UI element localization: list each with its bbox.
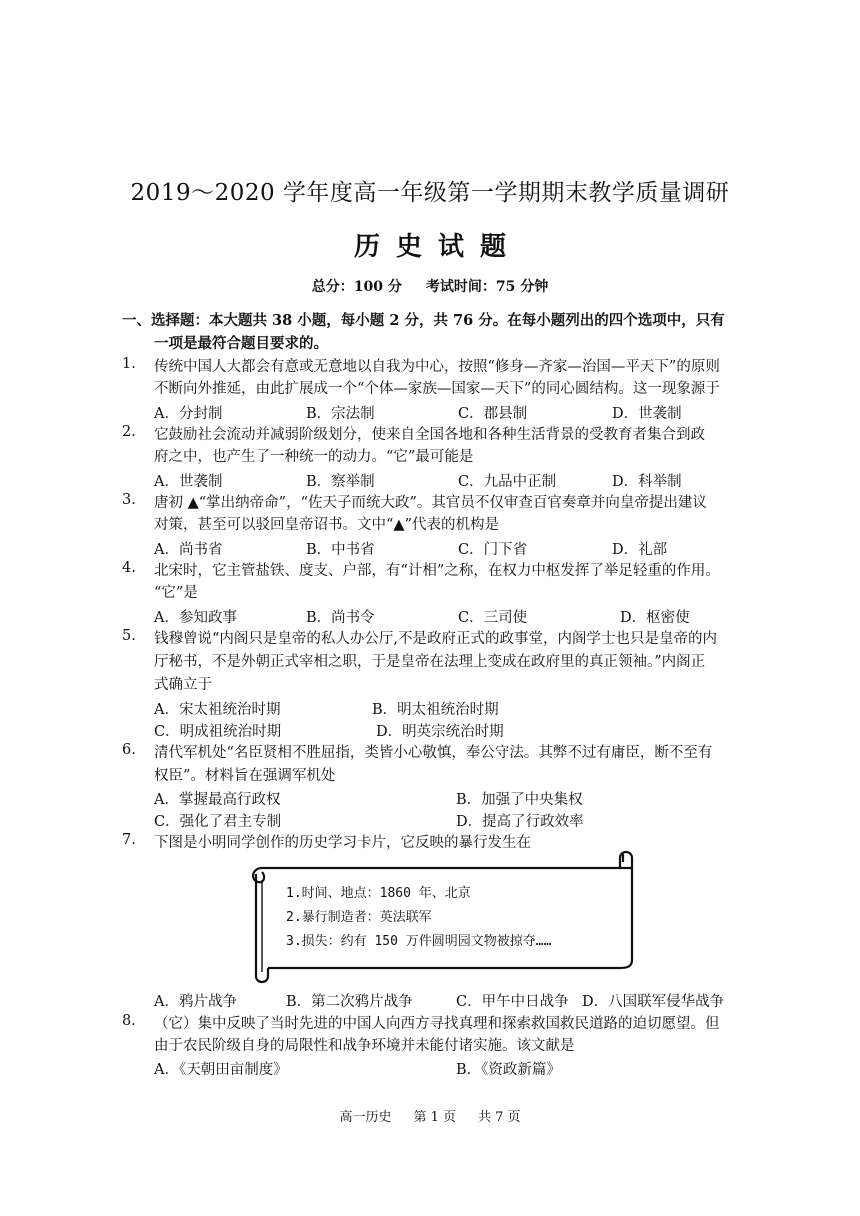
question-number: 2. (122, 424, 136, 440)
option-d[interactable]: D．世袭制 (612, 406, 682, 422)
option-a[interactable]: A．掌握最高行政权 (154, 792, 281, 808)
question-number: 3. (122, 492, 136, 508)
question-text: 唐初 ▲“掌出纳帝命”，“佐天子而统大政”。其官员不仅审查百官奏章并向皇帝提出建议 (154, 495, 707, 511)
option-b[interactable]: B．宗法制 (306, 406, 375, 422)
question-number: 4. (122, 560, 136, 576)
option-b[interactable]: B．《资政新篇》 (456, 1062, 561, 1078)
option-a[interactable]: A．鸦片战争 (154, 994, 237, 1010)
question-text: 传统中国人大都会有意或无意地以自我为中心，按照“修身—齐家—治国—平天下”的原则 (154, 359, 720, 375)
question-text: （它）集中反映了当时先进的中国人向西方寻找真理和探索救国救民道路的迫切愿望。但 (154, 1016, 720, 1032)
section-heading-line2: 一项是最符合题目要求的。 (154, 335, 328, 352)
option-c[interactable]: C．甲午中日战争 (456, 994, 569, 1010)
option-a[interactable]: A．分封制 (154, 406, 223, 422)
option-a[interactable]: A．参知政事 (154, 610, 237, 626)
footer-total: 共 7 页 (478, 1110, 521, 1125)
option-d[interactable]: D．礼部 (612, 542, 668, 558)
option-d[interactable]: D．枢密使 (620, 610, 690, 626)
question-text: 下图是小明同学创作的历史学习卡片，它反映的暴行发生在 (154, 835, 531, 851)
question-number: 8. (122, 1013, 136, 1029)
card-line-3: 3.损失：约有 150 万件圆明园文物被掠夺…… (286, 934, 552, 949)
option-c[interactable]: C．强化了君主专制 (154, 814, 282, 830)
question-text: 清代军机处“名臣贤相不胜屈指，类皆小心敬慎，奉公守法。其弊不过有庸臣，断不至有 (154, 745, 713, 761)
option-d[interactable]: D．八国联军侵华战争 (582, 994, 725, 1010)
question-text: 不断向外推延，由此扩展成一个“个体—家族—国家—天下”的同心圆结构。这一现象源于 (154, 381, 720, 397)
question-number: 6. (122, 742, 136, 758)
question-text: 式确立于 (154, 677, 212, 693)
subject-title: 历史试题 (353, 232, 522, 262)
question-text: 它鼓励社会流动并减弱阶级划分，使来自全国各地和各种生活背景的受教育者集合到政 (154, 427, 705, 443)
question-text: 北宋时，它主管盐铁、度支、户部，有“计相”之称，在权力中枢发挥了举足轻重的作用。 (154, 563, 720, 579)
question-number: 1. (122, 356, 136, 372)
option-d[interactable]: D．明英宗统治时期 (376, 724, 504, 740)
card-line-1: 1.时间、地点：1860 年、北京 (286, 886, 471, 901)
total-score: 总分：100 分 (311, 279, 402, 295)
exam-title: 2019～2020 学年度高一年级第一学期期末教学质量调研 (130, 180, 730, 206)
footer-subject: 高一历史 (339, 1110, 392, 1125)
footer-page: 第 1 页 (413, 1110, 456, 1125)
option-a[interactable]: A．宋太祖统治时期 (154, 702, 281, 718)
option-c[interactable]: C．三司使 (458, 610, 528, 626)
option-b[interactable]: B．察举制 (306, 474, 375, 490)
question-text: 府之中，也产生了一种统一的动力。“它”最可能是 (154, 449, 474, 465)
option-b[interactable]: B．第二次鸦片战争 (286, 994, 413, 1010)
page-footer (0, 1106, 860, 1125)
question-number: 5. (122, 628, 136, 644)
option-b[interactable]: B．中书省 (306, 542, 375, 558)
card-line-2: 2.暴行制造者：英法联军 (286, 910, 432, 925)
option-d[interactable]: D．提高了行政效率 (456, 814, 584, 830)
question-text: 厅秘书，不是外朝正式宰相之职，于是皇帝在法理上变成在政府里的真正领袖。”内阁正 (154, 654, 706, 670)
option-c[interactable]: C．门下省 (458, 542, 528, 558)
option-a[interactable]: A．世袭制 (154, 474, 223, 490)
option-d[interactable]: D．科举制 (612, 474, 682, 490)
exam-time: 考试时间：75 分钟 (425, 279, 549, 295)
option-c[interactable]: C．明成祖统治时期 (154, 724, 282, 740)
section-heading-line1: 一、选择题：本大题共 38 小题，每小题 2 分，共 76 分。在每小题列出的四个选项中，只有 (122, 312, 725, 329)
option-b[interactable]: B．明太祖统治时期 (372, 702, 499, 718)
option-b[interactable]: B．尚书令 (306, 610, 375, 626)
question-number: 7. (122, 832, 136, 848)
option-a[interactable]: A．尚书省 (154, 542, 223, 558)
question-text: 由于农民阶级自身的局限性和战争环境并未能付诸实施。该文献是 (154, 1038, 575, 1054)
exam-meta (0, 276, 860, 296)
option-c[interactable]: C．九品中正制 (458, 474, 557, 490)
option-b[interactable]: B．加强了中央集权 (456, 792, 583, 808)
question-text: “它”是 (154, 585, 198, 601)
question-text: 对策，甚至可以驳回皇帝诏书。文中“▲”代表的机构是 (154, 517, 499, 533)
option-c[interactable]: C．郡县制 (458, 406, 528, 422)
question-text: 钱穆曾说“内阁只是皇帝的私人办公厅,不是政府正式的政事堂，内阁学士也只是皇帝的内 (154, 631, 718, 647)
question-text: 权臣”。材料旨在强调军机处 (154, 768, 336, 784)
option-a[interactable]: A．《天朝田亩制度》 (154, 1062, 288, 1078)
